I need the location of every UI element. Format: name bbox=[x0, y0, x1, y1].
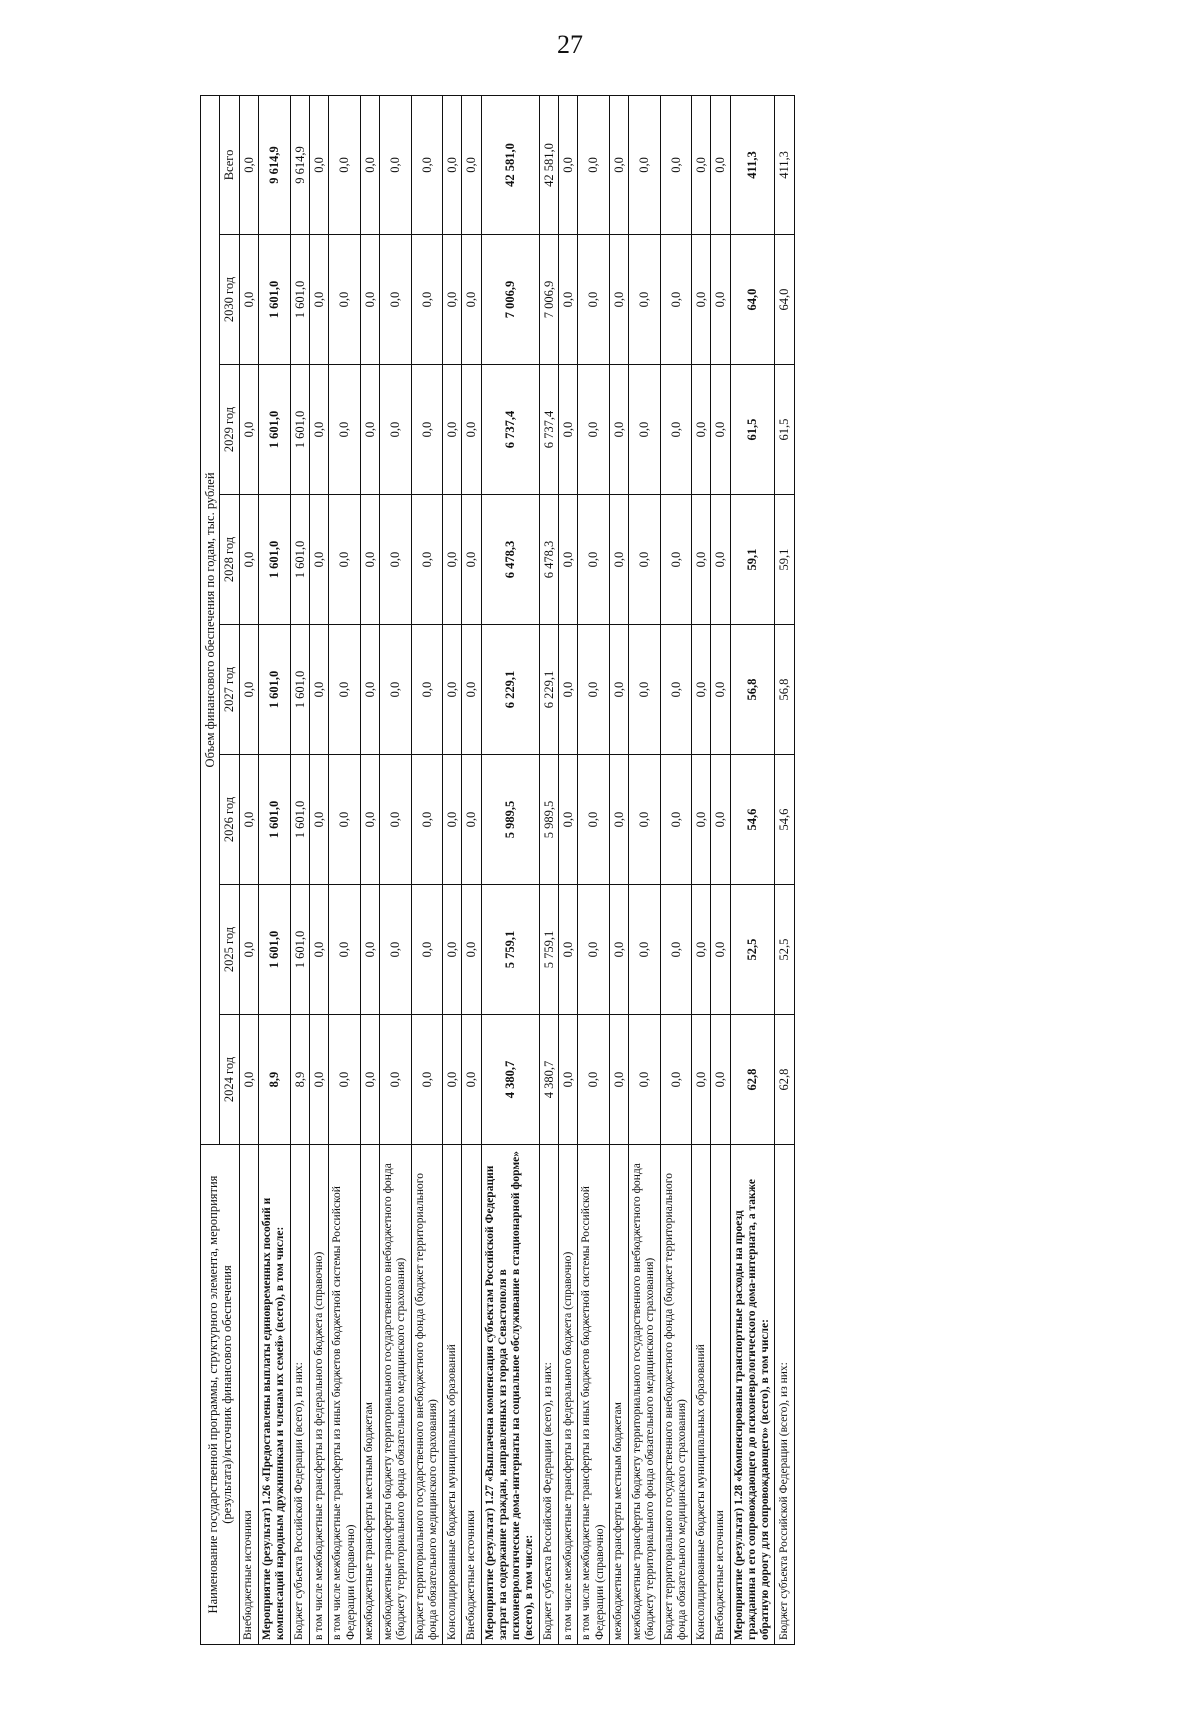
row-value: 62,8 bbox=[730, 1015, 775, 1145]
row-value: 0,0 bbox=[660, 885, 691, 1015]
row-value: 1 601,0 bbox=[259, 365, 290, 495]
row-value: 0,0 bbox=[380, 755, 411, 885]
table-row bbox=[259, 95, 290, 1644]
row-value: 7 006,9 bbox=[539, 235, 558, 365]
row-value: 64,0 bbox=[775, 235, 794, 365]
header-volume-group: Объем финансового обеспечения по годам, тыс. рублей bbox=[201, 95, 220, 1144]
row-value: 1 601,0 bbox=[290, 625, 309, 755]
row-value: 0,0 bbox=[629, 885, 660, 1015]
row-value: 0,0 bbox=[380, 365, 411, 495]
table-row bbox=[692, 95, 711, 1644]
row-value: 0,0 bbox=[578, 235, 609, 365]
row-value: 0,0 bbox=[660, 625, 691, 755]
row-value: 0,0 bbox=[559, 235, 578, 365]
row-value: 0,0 bbox=[329, 235, 360, 365]
row-value: 0,0 bbox=[578, 1015, 609, 1145]
row-value: 0,0 bbox=[578, 625, 609, 755]
row-value: 0,0 bbox=[411, 885, 442, 1015]
row-value: 0,0 bbox=[711, 885, 730, 1015]
row-name: межбюджетные трансферты бюджету территориального государственного внебюджетного фонда (бюджету территориального фонда обязательного медицинского страхования) bbox=[629, 1145, 660, 1645]
row-value: 0,0 bbox=[711, 625, 730, 755]
table-row bbox=[411, 95, 442, 1644]
row-value: 0,0 bbox=[711, 365, 730, 495]
row-total: 0,0 bbox=[711, 95, 730, 234]
row-total: 0,0 bbox=[629, 95, 660, 234]
row-value: 0,0 bbox=[629, 755, 660, 885]
row-name: Бюджет субъекта Российской Федерации (всего), из них: bbox=[775, 1145, 794, 1645]
row-value: 0,0 bbox=[411, 495, 442, 625]
row-value: 0,0 bbox=[559, 625, 578, 755]
row-total: 9 614,9 bbox=[259, 95, 290, 234]
row-value: 6 737,4 bbox=[539, 365, 558, 495]
row-total: 0,0 bbox=[578, 95, 609, 234]
row-value: 0,0 bbox=[609, 235, 628, 365]
table-row bbox=[481, 95, 539, 1644]
row-name: межбюджетные трансферты местным бюджетам bbox=[609, 1145, 628, 1645]
row-value: 0,0 bbox=[629, 625, 660, 755]
row-name: Мероприятие (результат) 1.27 «Выплачена компенсация субъектам Российской Федерации затрат на содержание граждан, направленных из города Севастополя в психоневрологические дома-интернаты на социальное обслуживание в стационарной форме» (всего), в том числе: bbox=[481, 1145, 539, 1645]
row-value: 6 229,1 bbox=[539, 625, 558, 755]
row-value: 0,0 bbox=[559, 495, 578, 625]
row-value: 0,0 bbox=[411, 235, 442, 365]
row-name: Консолидированные бюджеты муниципальных образований bbox=[692, 1145, 711, 1645]
row-value: 0,0 bbox=[692, 495, 711, 625]
row-value: 0,0 bbox=[329, 755, 360, 885]
row-value: 1 601,0 bbox=[259, 885, 290, 1015]
row-value: 0,0 bbox=[692, 885, 711, 1015]
row-value: 0,0 bbox=[309, 885, 328, 1015]
row-value: 6 478,3 bbox=[539, 495, 558, 625]
row-value: 0,0 bbox=[629, 495, 660, 625]
row-value: 0,0 bbox=[443, 755, 462, 885]
table-row bbox=[539, 95, 558, 1644]
row-value: 0,0 bbox=[360, 1015, 379, 1145]
row-name: Мероприятие (результат) 1.28 «Компенсированы транспортные расходы на проезд гражданина и его сопровождающего до психоневрологического дома-интерната, а также обратную дорогу для сопровождающего» (всего), в том числе: bbox=[730, 1145, 775, 1645]
row-total: 42 581,0 bbox=[481, 95, 539, 234]
row-value: 0,0 bbox=[239, 885, 258, 1015]
header-year: 2024 год bbox=[220, 1015, 239, 1145]
row-total: 0,0 bbox=[380, 95, 411, 234]
row-value: 0,0 bbox=[692, 755, 711, 885]
row-value: 0,0 bbox=[609, 885, 628, 1015]
row-value: 0,0 bbox=[380, 235, 411, 365]
row-name: в том числе межбюджетные трансферты из федерального бюджета (справочно) bbox=[309, 1145, 328, 1645]
row-value: 59,1 bbox=[730, 495, 775, 625]
row-total: 9 614,9 bbox=[290, 95, 309, 234]
row-value: 4 380,7 bbox=[481, 1015, 539, 1145]
row-value: 0,0 bbox=[462, 365, 481, 495]
row-value: 0,0 bbox=[629, 1015, 660, 1145]
row-value: 6 737,4 bbox=[481, 365, 539, 495]
row-value: 0,0 bbox=[462, 1015, 481, 1145]
row-value: 4 380,7 bbox=[539, 1015, 558, 1145]
row-name: межбюджетные трансферты бюджету территориального государственного внебюджетного фонда (бюджету территориального фонда обязательного медицинского страхования) bbox=[380, 1145, 411, 1645]
row-value: 0,0 bbox=[380, 885, 411, 1015]
table-row bbox=[609, 95, 628, 1644]
row-value: 0,0 bbox=[660, 1015, 691, 1145]
row-value: 0,0 bbox=[411, 365, 442, 495]
row-value: 5 759,1 bbox=[481, 885, 539, 1015]
row-value: 0,0 bbox=[692, 235, 711, 365]
row-value: 54,6 bbox=[730, 755, 775, 885]
row-value: 0,0 bbox=[609, 755, 628, 885]
row-value: 0,0 bbox=[360, 495, 379, 625]
header-row-1 bbox=[201, 95, 220, 1644]
row-total: 0,0 bbox=[443, 95, 462, 234]
row-value: 0,0 bbox=[559, 1015, 578, 1145]
row-value: 0,0 bbox=[692, 365, 711, 495]
row-value: 56,8 bbox=[730, 625, 775, 755]
row-value: 1 601,0 bbox=[259, 235, 290, 365]
row-value: 0,0 bbox=[239, 235, 258, 365]
header-name: Наименование государственной программы, структурного элемента, мероприятия (результата)/источник финансового обеспечения bbox=[201, 1145, 240, 1645]
row-value: 0,0 bbox=[578, 495, 609, 625]
row-value: 0,0 bbox=[309, 235, 328, 365]
table-row bbox=[443, 95, 462, 1644]
row-value: 0,0 bbox=[660, 235, 691, 365]
row-value: 0,0 bbox=[629, 235, 660, 365]
row-total: 0,0 bbox=[462, 95, 481, 234]
row-name: Мероприятие (результат) 1.26 «Предоставлены выплаты единовременных пособий и компенсаций народным дружинникам и членам их семей» (всего), в том числе: bbox=[259, 1145, 290, 1645]
row-value: 5 759,1 bbox=[539, 885, 558, 1015]
rotated-content bbox=[200, 95, 1100, 1645]
row-value: 1 601,0 bbox=[290, 365, 309, 495]
row-total: 411,3 bbox=[730, 95, 775, 234]
row-name: Консолидированные бюджеты муниципальных образований bbox=[443, 1145, 462, 1645]
row-total: 0,0 bbox=[660, 95, 691, 234]
table-body bbox=[239, 95, 794, 1644]
row-value: 64,0 bbox=[730, 235, 775, 365]
row-total: 0,0 bbox=[411, 95, 442, 234]
row-value: 0,0 bbox=[360, 365, 379, 495]
row-value: 56,8 bbox=[775, 625, 794, 755]
table-row bbox=[711, 95, 730, 1644]
row-value: 0,0 bbox=[329, 1015, 360, 1145]
row-value: 0,0 bbox=[462, 495, 481, 625]
row-value: 59,1 bbox=[775, 495, 794, 625]
row-total: 0,0 bbox=[360, 95, 379, 234]
row-value: 0,0 bbox=[329, 495, 360, 625]
row-value: 0,0 bbox=[559, 365, 578, 495]
row-value: 0,0 bbox=[360, 885, 379, 1015]
row-value: 0,0 bbox=[309, 755, 328, 885]
row-total: 0,0 bbox=[609, 95, 628, 234]
header-year: 2027 год bbox=[220, 625, 239, 755]
row-value: 1 601,0 bbox=[259, 755, 290, 885]
row-value: 5 989,5 bbox=[539, 755, 558, 885]
row-name: в том числе межбюджетные трансферты из иных бюджетов бюджетной системы Российской Федерации (справочно) bbox=[578, 1145, 609, 1645]
row-value: 0,0 bbox=[443, 1015, 462, 1145]
table-row bbox=[360, 95, 379, 1644]
row-value: 5 989,5 bbox=[481, 755, 539, 885]
row-value: 0,0 bbox=[309, 1015, 328, 1145]
row-value: 0,0 bbox=[711, 755, 730, 885]
row-value: 0,0 bbox=[559, 885, 578, 1015]
row-name: Бюджет субъекта Российской Федерации (всего), из них: bbox=[539, 1145, 558, 1645]
row-value: 0,0 bbox=[711, 235, 730, 365]
row-total: 0,0 bbox=[309, 95, 328, 234]
header-year: 2028 год bbox=[220, 495, 239, 625]
row-value: 0,0 bbox=[692, 1015, 711, 1145]
table-row bbox=[775, 95, 794, 1644]
row-value: 0,0 bbox=[329, 885, 360, 1015]
row-value: 0,0 bbox=[239, 625, 258, 755]
row-value: 0,0 bbox=[329, 365, 360, 495]
row-value: 8,9 bbox=[290, 1015, 309, 1145]
row-name: Внебюджетные источники bbox=[711, 1145, 730, 1645]
row-total: 0,0 bbox=[329, 95, 360, 234]
row-value: 52,5 bbox=[775, 885, 794, 1015]
row-value: 0,0 bbox=[239, 365, 258, 495]
row-name: в том числе межбюджетные трансферты из иных бюджетов бюджетной системы Российской Федерации (справочно) bbox=[329, 1145, 360, 1645]
financing-table bbox=[200, 95, 795, 1645]
table-row bbox=[730, 95, 775, 1644]
table-row bbox=[290, 95, 309, 1644]
row-value: 0,0 bbox=[609, 365, 628, 495]
table-row bbox=[559, 95, 578, 1644]
row-value: 1 601,0 bbox=[259, 625, 290, 755]
rotated-table-area bbox=[200, 95, 1100, 1645]
row-value: 0,0 bbox=[711, 1015, 730, 1145]
row-value: 0,0 bbox=[380, 1015, 411, 1145]
header-year: 2030 год bbox=[220, 235, 239, 365]
row-value: 0,0 bbox=[411, 1015, 442, 1145]
row-value: 0,0 bbox=[462, 755, 481, 885]
row-value: 61,5 bbox=[730, 365, 775, 495]
header-year: 2029 год bbox=[220, 365, 239, 495]
table-row bbox=[462, 95, 481, 1644]
row-value: 0,0 bbox=[629, 365, 660, 495]
table-row bbox=[329, 95, 360, 1644]
row-total: 42 581,0 bbox=[539, 95, 558, 234]
row-value: 0,0 bbox=[360, 755, 379, 885]
row-value: 0,0 bbox=[660, 495, 691, 625]
row-name: Бюджет территориального государственного внебюджетного фонда (бюджет территориального фонда обязательного медицинского страхования) bbox=[660, 1145, 691, 1645]
row-value: 0,0 bbox=[309, 365, 328, 495]
row-value: 0,0 bbox=[360, 235, 379, 365]
row-value: 0,0 bbox=[660, 365, 691, 495]
table-row bbox=[309, 95, 328, 1644]
row-value: 0,0 bbox=[380, 625, 411, 755]
row-value: 0,0 bbox=[443, 625, 462, 755]
row-value: 8,9 bbox=[259, 1015, 290, 1145]
row-value: 54,6 bbox=[775, 755, 794, 885]
row-value: 0,0 bbox=[411, 755, 442, 885]
row-name: межбюджетные трансферты местным бюджетам bbox=[360, 1145, 379, 1645]
table-row bbox=[629, 95, 660, 1644]
row-value: 0,0 bbox=[329, 625, 360, 755]
header-year: 2026 год bbox=[220, 755, 239, 885]
table-row bbox=[578, 95, 609, 1644]
row-value: 0,0 bbox=[239, 495, 258, 625]
row-value: 0,0 bbox=[559, 755, 578, 885]
row-value: 0,0 bbox=[462, 625, 481, 755]
row-value: 0,0 bbox=[443, 885, 462, 1015]
row-value: 0,0 bbox=[380, 495, 411, 625]
row-value: 7 006,9 bbox=[481, 235, 539, 365]
row-value: 61,5 bbox=[775, 365, 794, 495]
row-value: 6 229,1 bbox=[481, 625, 539, 755]
row-name: Бюджет субъекта Российской Федерации (всего), из них: bbox=[290, 1145, 309, 1645]
row-name: Внебюджетные источники bbox=[239, 1145, 258, 1645]
row-value: 0,0 bbox=[443, 495, 462, 625]
row-value: 0,0 bbox=[609, 625, 628, 755]
table-row bbox=[660, 95, 691, 1644]
header-year: 2025 год bbox=[220, 885, 239, 1015]
row-value: 6 478,3 bbox=[481, 495, 539, 625]
row-value: 0,0 bbox=[411, 625, 442, 755]
row-value: 0,0 bbox=[692, 625, 711, 755]
row-name: Внебюджетные источники bbox=[462, 1145, 481, 1645]
row-value: 0,0 bbox=[462, 235, 481, 365]
row-name: в том числе межбюджетные трансферты из федерального бюджета (справочно) bbox=[559, 1145, 578, 1645]
row-value: 0,0 bbox=[309, 495, 328, 625]
row-value: 0,0 bbox=[360, 625, 379, 755]
row-value: 1 601,0 bbox=[259, 495, 290, 625]
row-value: 0,0 bbox=[578, 885, 609, 1015]
row-value: 0,0 bbox=[578, 365, 609, 495]
row-value: 0,0 bbox=[609, 1015, 628, 1145]
row-total: 0,0 bbox=[559, 95, 578, 234]
row-value: 0,0 bbox=[609, 495, 628, 625]
header-total: Всего bbox=[220, 95, 239, 234]
row-value: 1 601,0 bbox=[290, 755, 309, 885]
page-number: 27 bbox=[557, 30, 583, 59]
row-total: 411,3 bbox=[775, 95, 794, 234]
row-value: 0,0 bbox=[239, 755, 258, 885]
table-row bbox=[239, 95, 258, 1644]
row-value: 1 601,0 bbox=[290, 235, 309, 365]
row-value: 0,0 bbox=[660, 755, 691, 885]
row-name: Бюджет территориального государственного внебюджетного фонда (бюджет территориального фонда обязательного медицинского страхования) bbox=[411, 1145, 442, 1645]
row-value: 1 601,0 bbox=[290, 495, 309, 625]
row-value: 0,0 bbox=[239, 1015, 258, 1145]
table-row bbox=[380, 95, 411, 1644]
row-total: 0,0 bbox=[239, 95, 258, 234]
row-total: 0,0 bbox=[692, 95, 711, 234]
row-value: 0,0 bbox=[462, 885, 481, 1015]
row-value: 1 601,0 bbox=[290, 885, 309, 1015]
row-value: 0,0 bbox=[443, 235, 462, 365]
row-value: 62,8 bbox=[775, 1015, 794, 1145]
row-value: 0,0 bbox=[443, 365, 462, 495]
row-value: 52,5 bbox=[730, 885, 775, 1015]
row-value: 0,0 bbox=[309, 625, 328, 755]
row-value: 0,0 bbox=[711, 495, 730, 625]
row-value: 0,0 bbox=[578, 755, 609, 885]
